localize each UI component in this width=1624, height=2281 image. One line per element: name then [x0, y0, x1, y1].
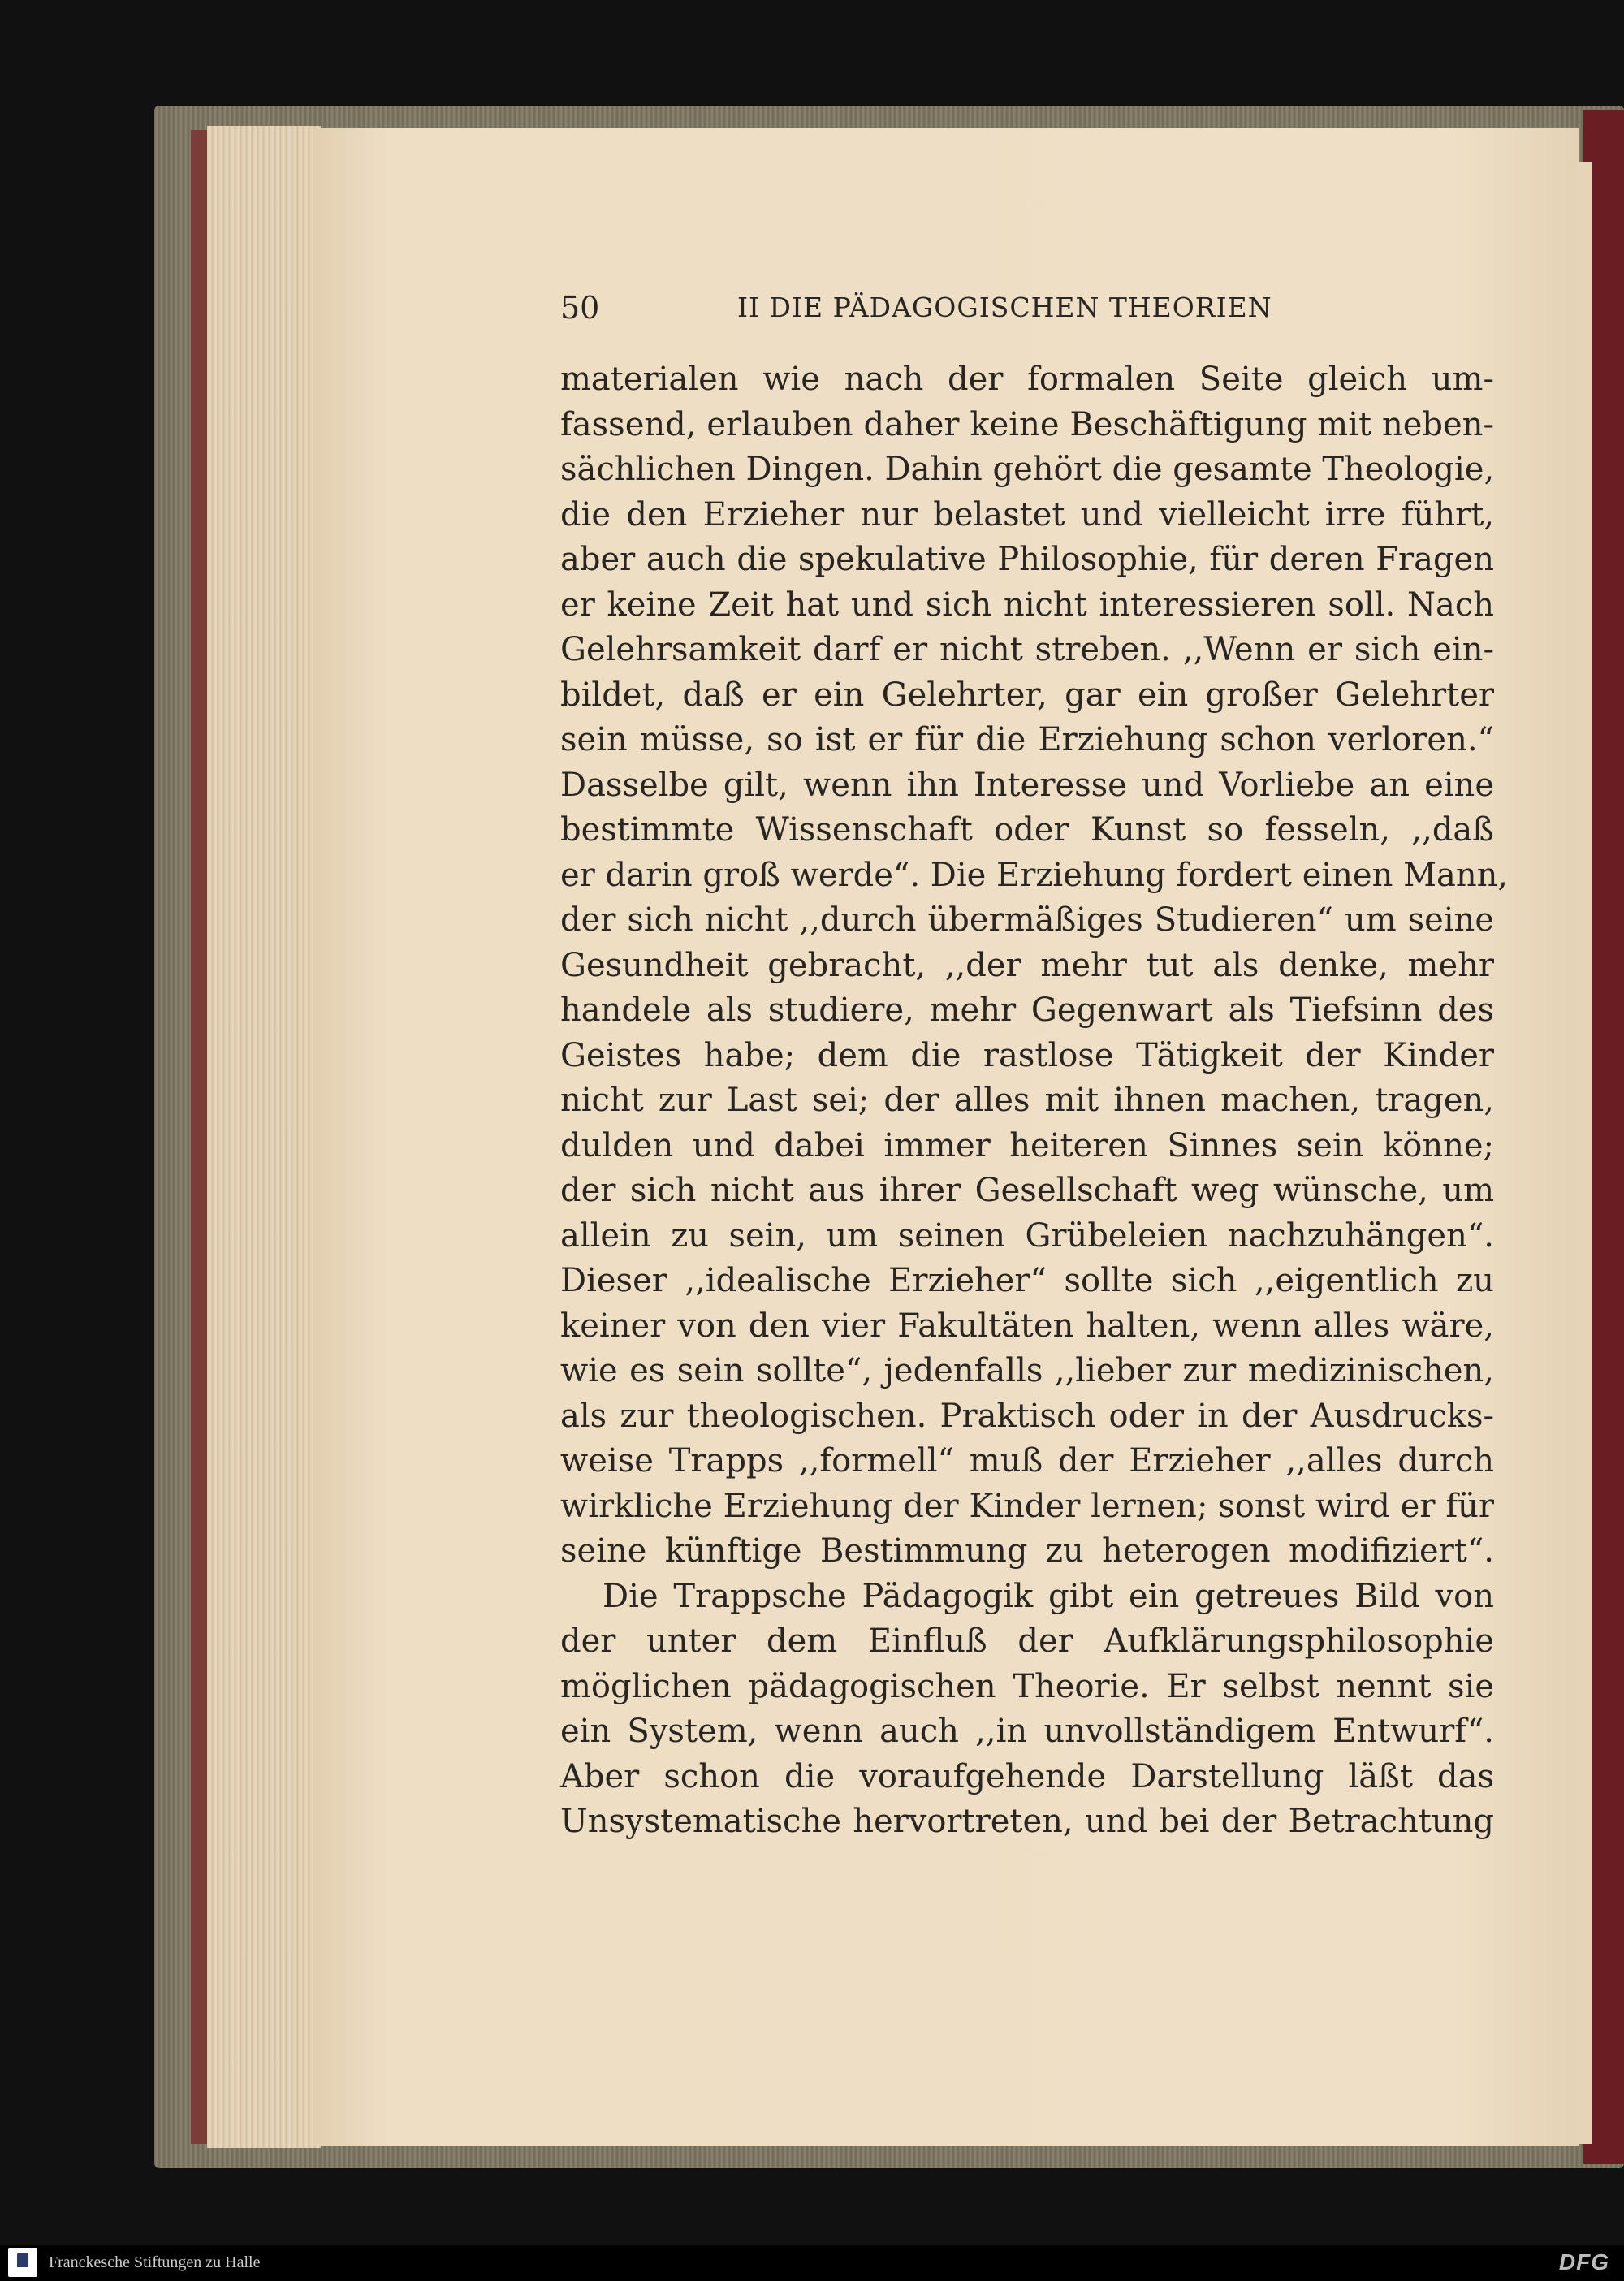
text-line: Dieser ,,idealische Erzieher“ sollte sich ,,eigentlich zu: [560, 1262, 1494, 1299]
text-line: sein müsse, so ist er für die Erziehung schon verloren.“: [560, 721, 1494, 758]
footer-institution: Franckesche Stiftungen zu Halle: [49, 2253, 261, 2271]
dfg-logo: DFG: [1558, 2249, 1609, 2275]
text-line: sächlichen Dingen. Dahin gehört die gesamte Theologie,: [560, 451, 1495, 488]
text-line: aber auch die spekulative Philosophie, für deren Fragen: [560, 541, 1494, 578]
text-line: Unsystematische hervortreten, und bei der Betrachtung: [560, 1803, 1494, 1840]
text-line: wirkliche Erziehung der Kinder lernen; sonst wird er für: [560, 1487, 1494, 1525]
text-line: allein zu sein, um seinen Grübeleien nachzuhängen“.: [560, 1216, 1494, 1255]
text-line: seine künftige Bestimmung zu heterogen modifiziert“.: [560, 1532, 1494, 1570]
text-line: Aber schon die voraufgehende Darstellung läßt das: [560, 1757, 1494, 1795]
page-gutter: [1575, 162, 1592, 2144]
text-line: er keine Zeit hat und sich nicht interessieren soll. Nach: [560, 585, 1494, 624]
text-line: die den Erzieher nur belastet und vielleicht irre führt,: [560, 495, 1494, 534]
text-line: Gesundheit gebracht, ,,der mehr tut als denke, mehr: [560, 946, 1494, 984]
text-line: bestimmte Wissenschaft oder Kunst so fesseln, ,,daß: [560, 811, 1494, 849]
text-line: Dasselbe gilt, wenn ihn Interesse und Vorliebe an eine: [560, 766, 1494, 804]
text-line: bildet, daß er ein Gelehrter, gar ein großer Gelehrter: [560, 676, 1494, 714]
text-line: der sich nicht ,,durch übermäßiges Studieren“ um seine: [560, 901, 1494, 939]
text-line: wie es sein sollte“, jedenfalls ,,lieber zur medizinischen,: [560, 1352, 1494, 1389]
text-line: möglichen pädagogischen Theorie. Er selbst nennt sie: [560, 1667, 1494, 1705]
text-line: weise Trapps ,,formell“ muß der Erzieher ,,alles durch: [560, 1442, 1494, 1480]
text-line: der unter dem Einfluß der Aufklärungsphilosophie: [560, 1622, 1494, 1660]
text-line: der sich nicht aus ihrer Gesellschaft weg wünsche, um: [560, 1172, 1494, 1209]
page-number: 50: [560, 290, 600, 326]
text-line: fassend, erlauben daher keine Beschäftigung mit neben-: [560, 405, 1494, 443]
text-line: handele als studiere, mehr Gegenwart als Tiefsinn des: [560, 991, 1494, 1029]
text-line: er darin groß werde“. Die Erziehung fordert einen Mann,: [560, 856, 1509, 894]
page-edges: [207, 126, 321, 2148]
text-line: Geistes habe; dem die rastlose Tätigkeit der Kinder: [560, 1036, 1494, 1074]
running-head-title: II DIE PÄDAGOGISCHEN THEORIEN: [737, 292, 1272, 323]
text-line: als zur theologischen. Praktisch oder in der Ausdrucks-: [560, 1397, 1494, 1435]
text-line-paragraph-start: Die Trappsche Pädagogik gibt ein getreues Bild von: [603, 1577, 1494, 1615]
text-line: dulden und dabei immer heiteren Sinnes sein könne;: [560, 1126, 1494, 1164]
running-head: [560, 290, 1510, 330]
text-line: nicht zur Last sei; der alles mit ihnen machen, tragen,: [560, 1082, 1494, 1119]
text-line: Gelehrsamkeit darf er nicht streben. ,,Wenn er sich ein-: [560, 631, 1494, 668]
text-line: ein System, wenn auch ,,in unvollständigem Entwurf“.: [560, 1713, 1494, 1750]
franckesche-stiftungen-logo-icon: [8, 2248, 37, 2277]
text-line: keiner von den vier Fakultäten halten, wenn alles wäre,: [560, 1307, 1494, 1345]
body-text: [560, 357, 1509, 1845]
text-line: materialen wie nach der formalen Seite gleich um-: [560, 361, 1494, 398]
